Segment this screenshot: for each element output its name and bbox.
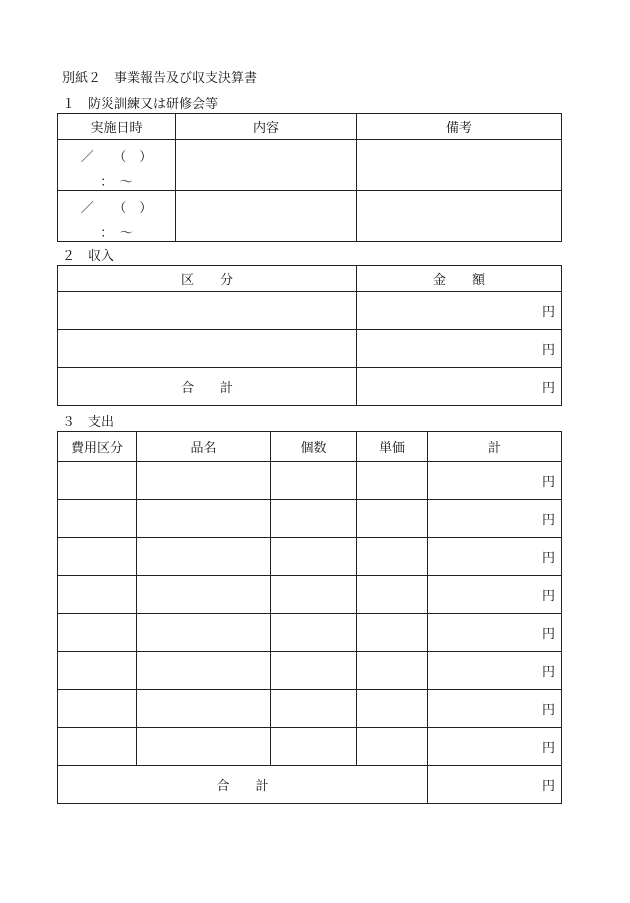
- expense-row: [58, 728, 562, 766]
- subtotal-cell[interactable]: 円: [428, 462, 562, 500]
- income-table: [57, 265, 562, 406]
- header-quantity: 個数: [271, 432, 357, 462]
- expense-row: [58, 576, 562, 614]
- expense-category-cell[interactable]: [58, 728, 137, 766]
- income-total-label: 合 計: [58, 368, 357, 406]
- income-header-row: [58, 266, 562, 292]
- unit-price-cell[interactable]: [357, 500, 428, 538]
- time-line: ： ～: [100, 226, 133, 241]
- income-category-cell[interactable]: [58, 330, 357, 368]
- quantity-cell[interactable]: [271, 614, 357, 652]
- subtotal-cell[interactable]: 円: [428, 690, 562, 728]
- subtotal-cell[interactable]: 円: [428, 728, 562, 766]
- subtotal-cell[interactable]: 円: [428, 576, 562, 614]
- date-cell[interactable]: [58, 140, 176, 191]
- section2-heading: ２ 収入: [62, 249, 115, 264]
- quantity-cell[interactable]: [271, 690, 357, 728]
- expense-row: [58, 652, 562, 690]
- header-subtotal: 計: [428, 432, 562, 462]
- section3-heading: ３ 支出: [62, 415, 115, 430]
- item-name-cell[interactable]: [137, 500, 271, 538]
- item-name-cell[interactable]: [137, 576, 271, 614]
- expense-row: [58, 614, 562, 652]
- expense-category-cell[interactable]: [58, 462, 137, 500]
- expense-category-cell[interactable]: [58, 652, 137, 690]
- remarks-cell[interactable]: [357, 140, 562, 191]
- unit-price-cell[interactable]: [357, 576, 428, 614]
- expense-row: [58, 500, 562, 538]
- document-title: 別紙２ 事業報告及び収支決算書: [62, 71, 258, 86]
- unit-price-cell[interactable]: [357, 652, 428, 690]
- header-item-name: 品名: [137, 432, 271, 462]
- header-content: 内容: [176, 114, 357, 140]
- expense-category-cell[interactable]: [58, 690, 137, 728]
- expense-category-cell[interactable]: [58, 614, 137, 652]
- expense-row: [58, 690, 562, 728]
- header-remarks: 備考: [357, 114, 562, 140]
- quantity-cell[interactable]: [271, 462, 357, 500]
- subtotal-cell[interactable]: 円: [428, 652, 562, 690]
- expense-header-row: [58, 432, 562, 462]
- content-cell[interactable]: [176, 191, 357, 242]
- activity-table: [57, 113, 562, 242]
- income-total-amount[interactable]: 円: [357, 368, 562, 406]
- time-line: ： ～: [100, 175, 133, 190]
- content-cell[interactable]: [176, 140, 357, 191]
- item-name-cell[interactable]: [137, 652, 271, 690]
- income-row: [58, 330, 562, 368]
- subtotal-cell[interactable]: 円: [428, 500, 562, 538]
- header-datetime: 実施日時: [58, 114, 176, 140]
- expense-category-cell[interactable]: [58, 500, 137, 538]
- item-name-cell[interactable]: [137, 614, 271, 652]
- income-total-row: [58, 368, 562, 406]
- activity-row: [58, 140, 562, 191]
- subtotal-cell[interactable]: 円: [428, 614, 562, 652]
- expense-row: [58, 462, 562, 500]
- subtotal-cell[interactable]: 円: [428, 538, 562, 576]
- expense-total-amount[interactable]: 円: [428, 766, 562, 804]
- unit-price-cell[interactable]: [357, 462, 428, 500]
- activity-header-row: [58, 114, 562, 140]
- income-row: [58, 292, 562, 330]
- expense-table: [57, 431, 562, 804]
- item-name-cell[interactable]: [137, 462, 271, 500]
- date-line: ／ （ ）: [80, 201, 153, 216]
- expense-total-label: 合 計: [58, 766, 428, 804]
- activity-row: [58, 191, 562, 242]
- expense-rows: [58, 462, 562, 766]
- unit-price-cell[interactable]: [357, 614, 428, 652]
- item-name-cell[interactable]: [137, 538, 271, 576]
- expense-total-row: [58, 766, 562, 804]
- header-unit-price: 単価: [357, 432, 428, 462]
- header-category: 区 分: [58, 266, 357, 292]
- remarks-cell[interactable]: [357, 191, 562, 242]
- header-amount: 金 額: [357, 266, 562, 292]
- unit-price-cell[interactable]: [357, 538, 428, 576]
- expense-category-cell[interactable]: [58, 538, 137, 576]
- item-name-cell[interactable]: [137, 690, 271, 728]
- section1-heading: １ 防災訓練又は研修会等: [62, 97, 219, 112]
- income-category-cell[interactable]: [58, 292, 357, 330]
- quantity-cell[interactable]: [271, 500, 357, 538]
- unit-price-cell[interactable]: [357, 690, 428, 728]
- date-line: ／ （ ）: [80, 150, 153, 165]
- date-cell[interactable]: [58, 191, 176, 242]
- quantity-cell[interactable]: [271, 576, 357, 614]
- expense-row: [58, 538, 562, 576]
- income-amount-cell[interactable]: 円: [357, 292, 562, 330]
- unit-price-cell[interactable]: [357, 728, 428, 766]
- income-amount-cell[interactable]: 円: [357, 330, 562, 368]
- header-expense-category: 費用区分: [58, 432, 137, 462]
- quantity-cell[interactable]: [271, 652, 357, 690]
- quantity-cell[interactable]: [271, 728, 357, 766]
- quantity-cell[interactable]: [271, 538, 357, 576]
- expense-category-cell[interactable]: [58, 576, 137, 614]
- item-name-cell[interactable]: [137, 728, 271, 766]
